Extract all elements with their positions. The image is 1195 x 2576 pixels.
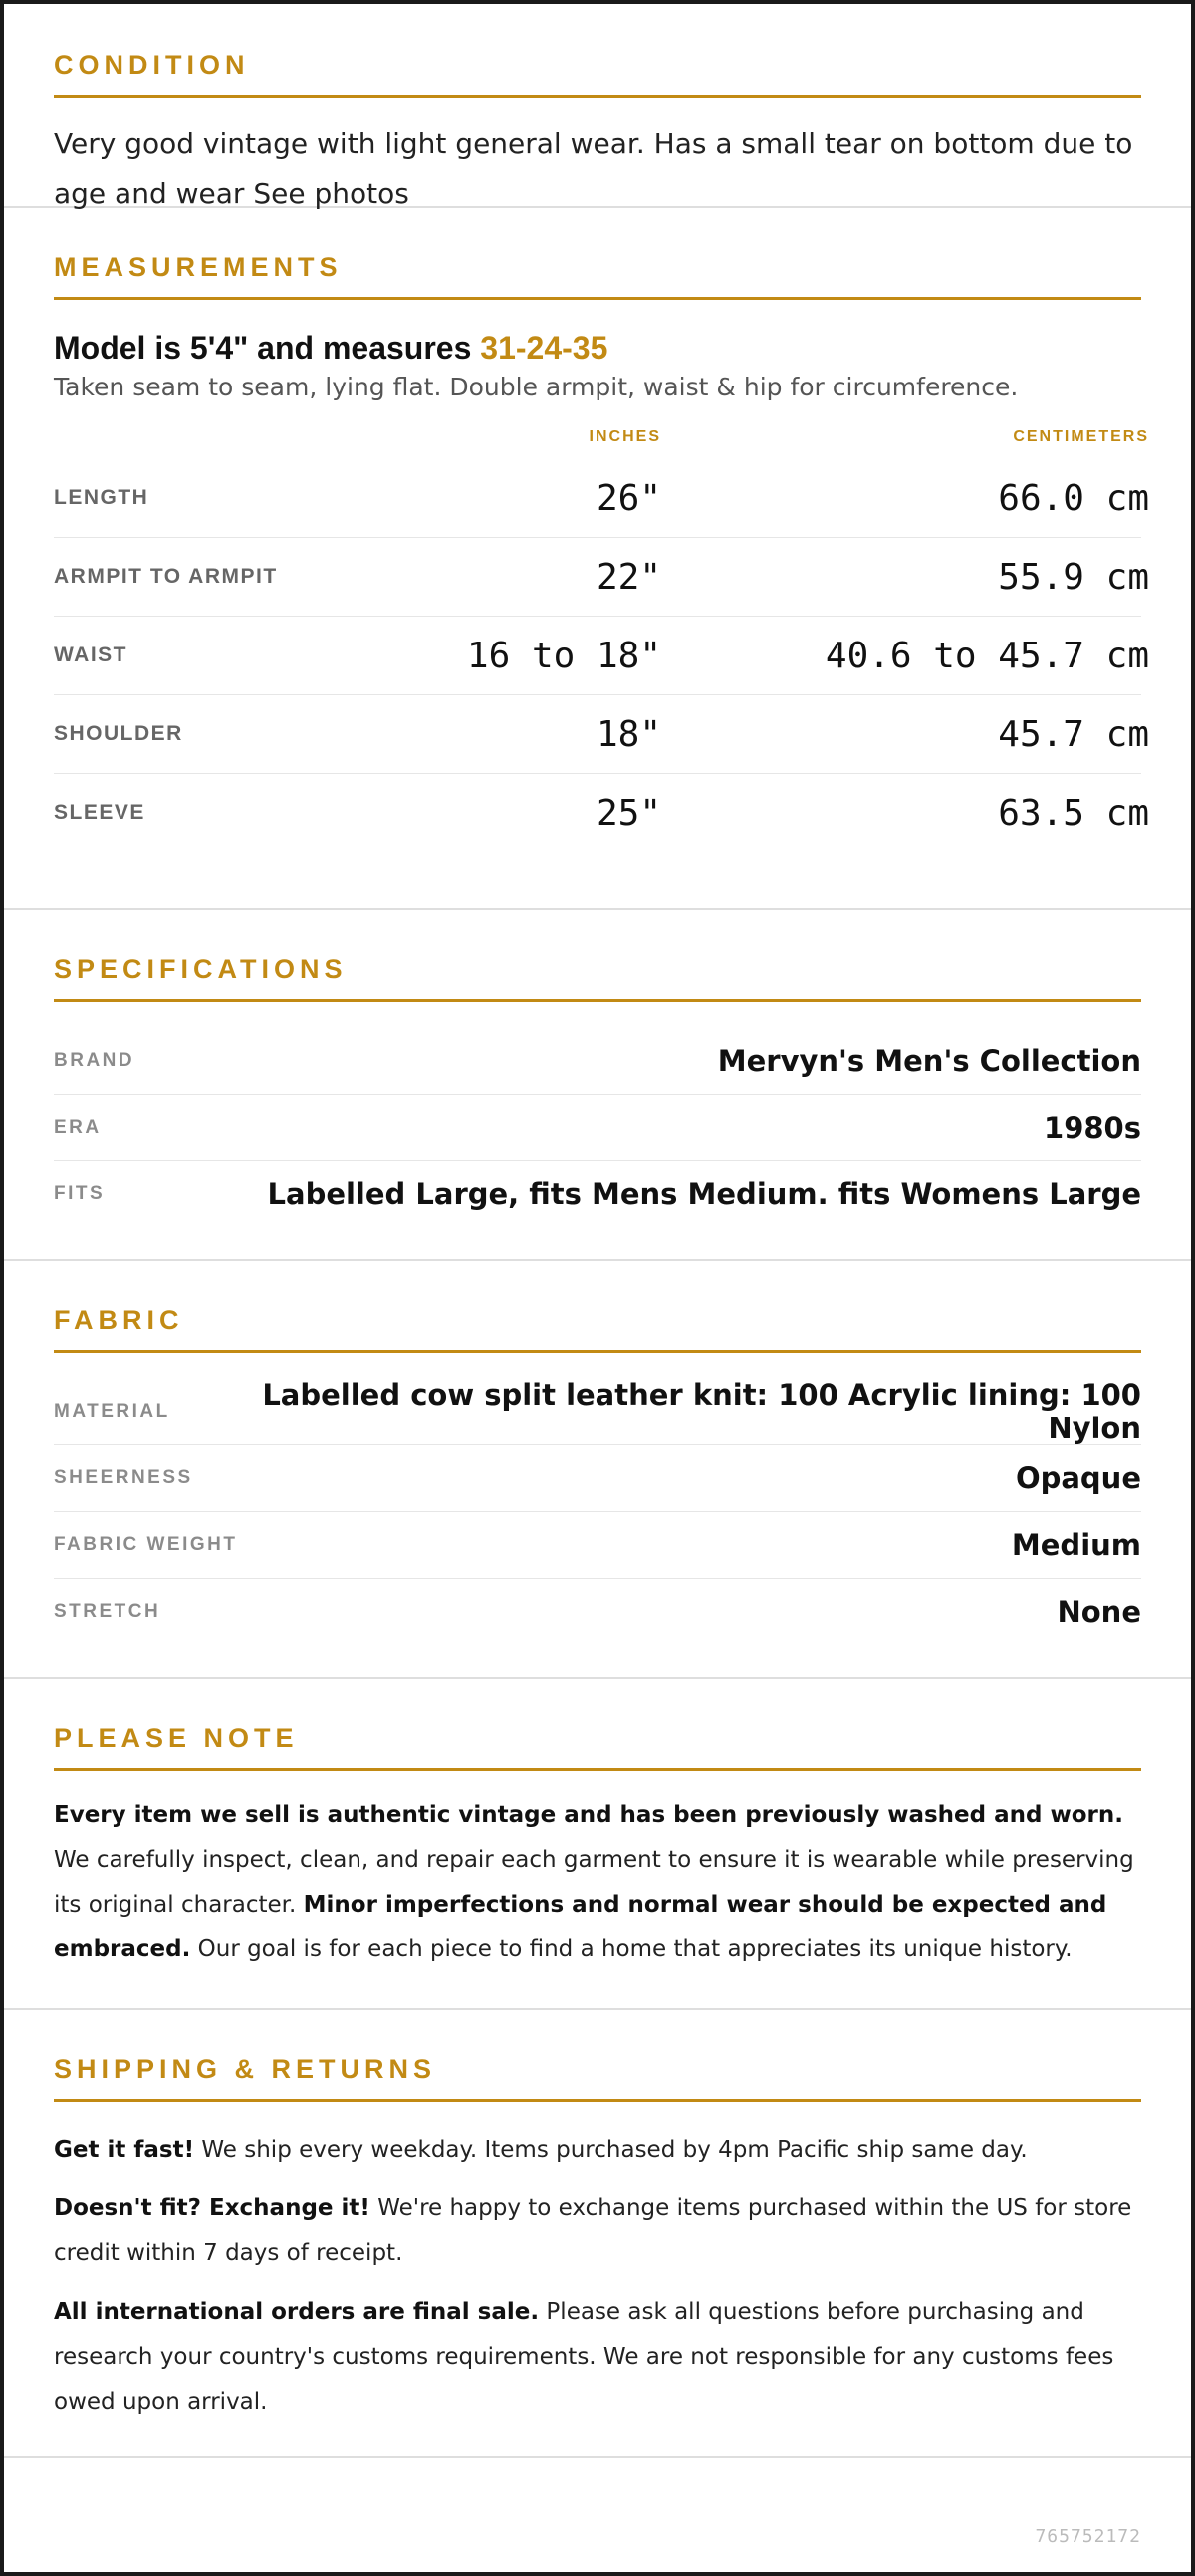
fabric-key: STRETCH xyxy=(54,1601,161,1622)
spec-row xyxy=(54,1028,1141,1095)
measurement-row xyxy=(54,459,1149,538)
measurements-subtitle: Taken seam to seam, lying flat. Double armpit, waist & hip for circumference. xyxy=(54,373,1019,401)
spec-row xyxy=(54,1095,1141,1161)
measurements-title: MEASUREMENTS xyxy=(54,252,1141,300)
fabric-table xyxy=(54,1379,1141,1645)
please-note-text-1: We carefully inspect, clean, and repair each garment to ensure it is wearable while preserving its original character. xyxy=(54,1847,1134,1918)
fabric-title: FABRIC xyxy=(54,1305,1141,1353)
shipping-returns-section xyxy=(4,2010,1191,2458)
spec-value: Labelled Large, fits Mens Medium. fits Womens Large xyxy=(267,1177,1141,1211)
measurement-row xyxy=(54,538,1149,617)
fabric-key: MATERIAL xyxy=(54,1401,170,1421)
measurement-label: ARMPIT TO ARMPIT xyxy=(54,565,278,588)
measurement-row xyxy=(54,695,1149,774)
measurement-cm: 40.6 to 45.7 cm xyxy=(825,635,1149,676)
measurement-inches: 22" xyxy=(596,556,661,598)
measurement-cm: 45.7 cm xyxy=(998,713,1149,755)
product-id: 765752172 xyxy=(1035,2526,1141,2547)
measurement-inches: 26" xyxy=(596,477,661,519)
measurement-row xyxy=(54,774,1149,852)
measurement-label: WAIST xyxy=(54,644,127,666)
measurement-label: LENGTH xyxy=(54,486,149,509)
fabric-row xyxy=(54,1379,1141,1445)
measurements-column-headers xyxy=(54,427,1149,447)
condition-text: Very good vintage with light general wear. Has a small tear on bottom due to age and wear See photos xyxy=(54,128,1133,210)
measurement-cm: 63.5 cm xyxy=(998,792,1149,834)
fabric-key: SHEERNESS xyxy=(54,1467,193,1488)
shipping-text-exchange: We're happy to exchange items purchased within the US for store credit within 7 days of receipt. xyxy=(54,2195,1132,2266)
fabric-value: Medium xyxy=(1011,1528,1141,1562)
measurement-label: SLEEVE xyxy=(54,801,145,824)
measurement-inches: 18" xyxy=(596,713,661,755)
please-note-bold-2: Minor imperfections and normal wear should be expected and embraced. xyxy=(54,1892,1107,1962)
shipping-bold-exchange: Doesn't fit? Exchange it! xyxy=(54,2195,370,2221)
fabric-key: FABRIC WEIGHT xyxy=(54,1534,238,1555)
condition-title: CONDITION xyxy=(54,50,1141,98)
please-note-title: PLEASE NOTE xyxy=(54,1723,1141,1771)
centimeters-column-header: CENTIMETERS xyxy=(1013,428,1149,445)
spec-value: Mervyn's Men's Collection xyxy=(717,1044,1141,1078)
measurement-row xyxy=(54,617,1149,695)
model-measures-prefix: Model is 5'4" and measures xyxy=(54,330,481,366)
spec-key: BRAND xyxy=(54,1050,135,1071)
fabric-value: Labelled cow split leather knit: 100 Acrylic lining: 100 Nylon xyxy=(262,1378,1141,1445)
please-note-section xyxy=(4,1679,1191,2010)
measurements-section xyxy=(4,208,1191,910)
shipping-paragraph-exchange xyxy=(54,2187,1141,2276)
spec-row xyxy=(54,1161,1141,1227)
fabric-value: Opaque xyxy=(1015,1461,1141,1495)
measurement-inches: 25" xyxy=(596,792,661,834)
shipping-paragraph-speed xyxy=(54,2128,1141,2173)
fabric-row xyxy=(54,1445,1141,1512)
specifications-table xyxy=(54,1028,1141,1227)
shipping-bold-international: All international orders are final sale. xyxy=(54,2299,540,2325)
fabric-value: None xyxy=(1057,1595,1141,1629)
fabric-row xyxy=(54,1579,1141,1645)
spec-key: ERA xyxy=(54,1117,102,1138)
specifications-section xyxy=(4,910,1191,1261)
inches-column-header: INCHES xyxy=(589,428,661,445)
condition-section xyxy=(4,4,1191,208)
shipping-bold-speed: Get it fast! xyxy=(54,2137,195,2163)
fabric-row xyxy=(54,1512,1141,1579)
measurements-table xyxy=(54,427,1149,852)
shipping-returns-title: SHIPPING & RETURNS xyxy=(54,2054,1141,2102)
please-note-text xyxy=(54,1793,1141,1972)
model-measures-heading xyxy=(54,330,1141,367)
measurement-inches: 16 to 18" xyxy=(466,635,661,676)
please-note-text-2: Our goal is for each piece to find a home that appreciates its unique history. xyxy=(190,1936,1073,1962)
shipping-text-international: Please ask all questions before purchasing and research your country's customs requirements. We are not responsible for any customs fees owed upon arrival. xyxy=(54,2299,1114,2415)
specifications-title: SPECIFICATIONS xyxy=(54,954,1141,1002)
fabric-section xyxy=(4,1261,1191,1679)
shipping-paragraph-international xyxy=(54,2290,1141,2425)
measurement-cm: 55.9 cm xyxy=(998,556,1149,598)
measurement-label: SHOULDER xyxy=(54,722,183,745)
measurement-cm: 66.0 cm xyxy=(998,477,1149,519)
spec-value: 1980s xyxy=(1044,1111,1141,1145)
spec-key: FITS xyxy=(54,1183,106,1204)
shipping-text-speed: We ship every weekday. Items purchased by 4pm Pacific ship same day. xyxy=(194,2137,1028,2163)
model-measures-value: 31-24-35 xyxy=(480,330,608,366)
please-note-bold-1: Every item we sell is authentic vintage and has been previously washed and worn. xyxy=(54,1802,1123,1828)
